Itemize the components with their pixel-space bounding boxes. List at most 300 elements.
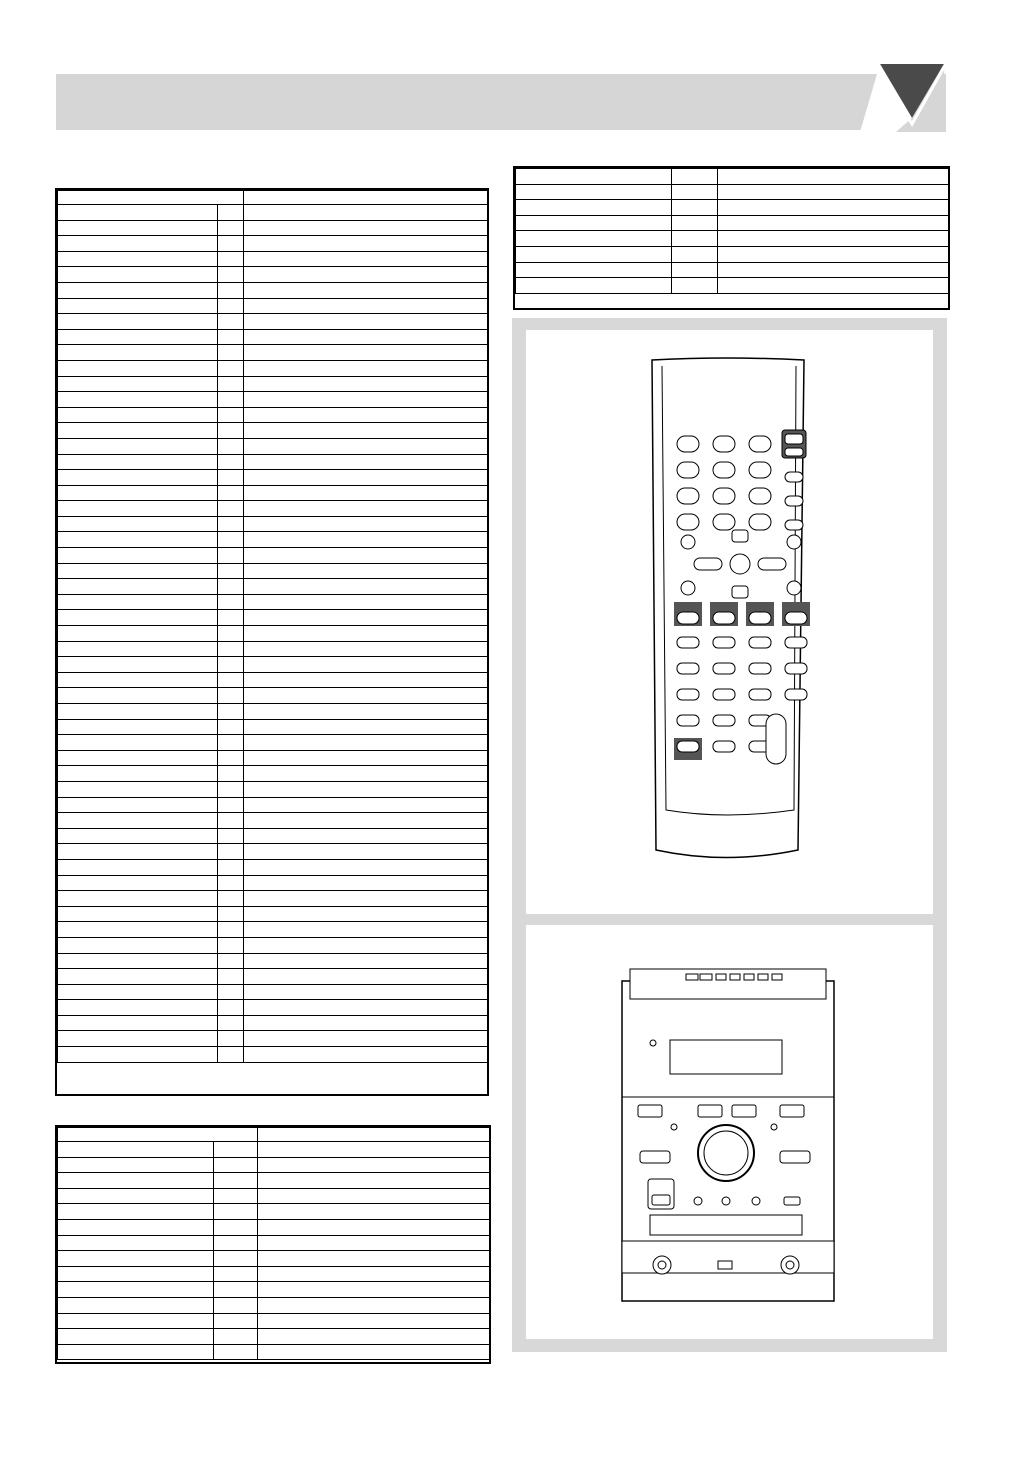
table-row — [516, 215, 949, 231]
table-row — [58, 969, 488, 985]
remote-button[interactable] — [749, 462, 771, 478]
table-row — [58, 1188, 490, 1204]
remote-button[interactable] — [785, 496, 803, 506]
table-row — [58, 1031, 488, 1047]
table-cell — [58, 719, 218, 735]
table-cell — [58, 969, 218, 985]
table-row — [58, 579, 488, 595]
table-row — [58, 516, 488, 532]
table-cell — [244, 813, 488, 829]
table-cell — [214, 1219, 258, 1235]
right-table — [513, 166, 950, 310]
table-cell — [258, 1142, 490, 1158]
table-cell — [258, 1219, 490, 1235]
table-header-cell — [244, 191, 488, 205]
table-cell — [218, 750, 244, 766]
remote-source-button[interactable] — [713, 612, 735, 624]
unit-illustration-panel — [526, 925, 933, 1339]
table-cell — [58, 1031, 218, 1047]
table-cell — [58, 329, 218, 345]
table-cell — [244, 360, 488, 376]
table-cell — [58, 1251, 214, 1267]
remote-button[interactable] — [677, 741, 699, 752]
table-row — [58, 392, 488, 408]
table-cell — [244, 1047, 488, 1063]
table-row — [58, 298, 488, 314]
table-cell — [58, 1235, 214, 1251]
remote-source-button[interactable] — [785, 612, 807, 624]
remote-button[interactable] — [713, 488, 735, 504]
table-cell — [58, 1015, 218, 1031]
table-row — [58, 984, 488, 1000]
table-cell — [58, 1344, 214, 1360]
table-cell — [218, 485, 244, 501]
table-cell — [58, 1188, 214, 1204]
table-cell — [258, 1313, 490, 1329]
table-row — [58, 485, 488, 501]
table-cell — [58, 579, 218, 595]
table-cell — [244, 704, 488, 720]
table-cell — [214, 1251, 258, 1267]
remote-button[interactable] — [677, 663, 699, 674]
table-row — [58, 1142, 490, 1158]
table-cell — [258, 1188, 490, 1204]
table-row — [58, 937, 488, 953]
remote-table — [55, 188, 489, 1096]
table-cell — [244, 797, 488, 813]
table-cell — [58, 1219, 214, 1235]
table-cell — [218, 969, 244, 985]
remote-button[interactable] — [785, 434, 803, 444]
table-cell — [244, 345, 488, 361]
remote-button[interactable] — [749, 689, 771, 700]
table-cell — [244, 984, 488, 1000]
table-row — [58, 267, 488, 283]
remote-button[interactable] — [785, 663, 807, 674]
table-cell — [244, 953, 488, 969]
remote-source-button[interactable] — [677, 612, 699, 624]
table-cell — [244, 282, 488, 298]
remote-button[interactable] — [681, 581, 695, 595]
table-row — [516, 246, 949, 262]
table-cell — [244, 626, 488, 642]
table-row — [516, 200, 949, 216]
remote-button[interactable] — [749, 663, 771, 674]
table-cell — [244, 922, 488, 938]
table-cell — [718, 215, 949, 231]
table-cell — [58, 1282, 214, 1298]
remote-button[interactable] — [749, 514, 771, 530]
table-cell — [718, 231, 949, 247]
table-cell — [244, 251, 488, 267]
table-cell — [218, 1047, 244, 1063]
table-cell — [244, 937, 488, 953]
table-row — [58, 376, 488, 392]
remote-button[interactable] — [749, 436, 771, 452]
table-cell — [672, 200, 718, 216]
table-cell — [244, 657, 488, 673]
table-row — [58, 922, 488, 938]
table-cell — [214, 1344, 258, 1360]
table-cell — [244, 688, 488, 704]
table-cell — [718, 278, 949, 294]
remote-button[interactable] — [713, 741, 735, 752]
remote-button[interactable] — [681, 535, 695, 549]
remote-source-button[interactable] — [749, 612, 771, 624]
remote-control-drawing — [526, 330, 933, 914]
table-cell — [58, 906, 218, 922]
cursor-down-icon[interactable] — [732, 586, 748, 598]
table-cell — [218, 594, 244, 610]
table-cell — [244, 423, 488, 439]
remote-button[interactable] — [787, 535, 801, 549]
table-cell — [58, 516, 218, 532]
remote-button[interactable] — [677, 488, 699, 504]
table-row — [58, 766, 488, 782]
table-cell — [218, 423, 244, 439]
remote-button[interactable] — [713, 637, 735, 648]
table-cell — [218, 329, 244, 345]
table-row — [58, 610, 488, 626]
table-cell — [58, 407, 218, 423]
table-cell — [58, 610, 218, 626]
table-cell — [244, 298, 488, 314]
table-cell — [218, 875, 244, 891]
table-cell — [244, 610, 488, 626]
table-cell — [218, 438, 244, 454]
remote-button[interactable] — [713, 663, 735, 674]
table-row — [58, 282, 488, 298]
table-row — [516, 169, 949, 185]
table-cell — [244, 376, 488, 392]
table-row — [58, 641, 488, 657]
table-row — [58, 875, 488, 891]
table-row — [58, 719, 488, 735]
table-cell — [244, 766, 488, 782]
table-cell — [244, 267, 488, 283]
remote-button[interactable] — [677, 436, 699, 452]
remote-button[interactable] — [749, 488, 771, 504]
table-cell — [58, 1297, 214, 1313]
table-cell — [218, 844, 244, 860]
table-row — [58, 1266, 490, 1282]
table-cell — [218, 282, 244, 298]
remote-button[interactable] — [713, 462, 735, 478]
table-row — [58, 781, 488, 797]
table-cell — [244, 485, 488, 501]
cursor-right-icon[interactable] — [758, 558, 786, 570]
table-cell — [718, 262, 949, 278]
remote-enter-button[interactable] — [730, 554, 750, 574]
table-cell — [58, 875, 218, 891]
remote-button[interactable] — [677, 637, 699, 648]
table-cell — [58, 532, 218, 548]
table-cell — [58, 251, 218, 267]
remote-button[interactable] — [677, 715, 699, 726]
table-row — [58, 470, 488, 486]
table-row — [58, 813, 488, 829]
table-cell — [258, 1251, 490, 1267]
cursor-left-icon[interactable] — [694, 558, 722, 570]
table-row — [58, 1204, 490, 1220]
table-cell — [218, 891, 244, 907]
table-cell — [58, 376, 218, 392]
table-row — [58, 1313, 490, 1329]
table-cell — [258, 1329, 490, 1345]
table-row — [58, 1047, 488, 1063]
table-cell — [218, 298, 244, 314]
table-cell — [58, 641, 218, 657]
table-row — [516, 184, 949, 200]
table-cell — [244, 906, 488, 922]
table-row — [58, 548, 488, 564]
table-cell — [58, 797, 218, 813]
table-row — [58, 438, 488, 454]
remote-illustration-panel — [526, 330, 933, 914]
table-row — [58, 953, 488, 969]
remote-button[interactable] — [713, 514, 735, 530]
table-cell — [214, 1173, 258, 1189]
table-cell — [58, 236, 218, 252]
table-cell — [218, 797, 244, 813]
remote-button[interactable] — [677, 689, 699, 700]
table-cell — [58, 298, 218, 314]
table-cell — [244, 781, 488, 797]
table-cell — [58, 423, 218, 439]
table-cell — [244, 891, 488, 907]
table-cell — [244, 719, 488, 735]
table-cell — [244, 501, 488, 517]
table-cell — [58, 626, 218, 642]
table-cell — [244, 672, 488, 688]
table-row — [58, 251, 488, 267]
table-cell — [516, 246, 672, 262]
table-row — [58, 735, 488, 751]
table-cell — [718, 200, 949, 216]
table-cell — [58, 781, 218, 797]
table-row — [58, 688, 488, 704]
table-cell — [58, 672, 218, 688]
table-row — [58, 454, 488, 470]
table-cell — [218, 984, 244, 1000]
table-cell — [218, 579, 244, 595]
table-cell — [218, 314, 244, 330]
table-cell — [218, 236, 244, 252]
remote-button[interactable] — [677, 462, 699, 478]
table-cell — [244, 563, 488, 579]
table-cell — [258, 1266, 490, 1282]
remote-button[interactable] — [785, 448, 803, 456]
table-row — [58, 236, 488, 252]
table-row — [58, 594, 488, 610]
table-row — [58, 1173, 490, 1189]
table-cell — [58, 1142, 214, 1158]
table-cell — [218, 953, 244, 969]
table-row — [58, 1344, 490, 1360]
remote-button[interactable] — [749, 637, 771, 648]
table-cell — [244, 1000, 488, 1016]
table-cell — [58, 360, 218, 376]
table-cell — [218, 766, 244, 782]
table-cell — [58, 454, 218, 470]
table-cell — [58, 1313, 214, 1329]
table-cell — [218, 610, 244, 626]
table-cell — [218, 516, 244, 532]
table-cell — [214, 1297, 258, 1313]
table-cell — [258, 1235, 490, 1251]
table-cell — [244, 735, 488, 751]
table-header-cell — [258, 1128, 490, 1142]
table-row — [58, 407, 488, 423]
table-cell — [218, 251, 244, 267]
table-cell — [218, 704, 244, 720]
remote-button[interactable] — [785, 472, 803, 482]
table-cell — [218, 735, 244, 751]
table-cell — [244, 579, 488, 595]
table-cell — [214, 1313, 258, 1329]
table-cell — [218, 813, 244, 829]
remote-button[interactable] — [713, 715, 735, 726]
table-cell — [58, 267, 218, 283]
table-row — [58, 1157, 490, 1173]
table-cell — [244, 969, 488, 985]
table-cell — [58, 345, 218, 361]
remote-button[interactable] — [713, 436, 735, 452]
table-cell — [244, 516, 488, 532]
unit-table — [55, 1125, 491, 1364]
table-cell — [58, 813, 218, 829]
table-cell — [244, 236, 488, 252]
table-cell — [58, 891, 218, 907]
table-row — [58, 828, 488, 844]
table-row — [58, 1297, 490, 1313]
table-row — [58, 423, 488, 439]
remote-button[interactable] — [785, 689, 807, 700]
table-cell — [58, 594, 218, 610]
table-row — [58, 750, 488, 766]
table-cell — [218, 626, 244, 642]
table-row — [58, 501, 488, 517]
table-cell — [58, 1157, 214, 1173]
table-cell — [258, 1204, 490, 1220]
table-row — [58, 345, 488, 361]
table-cell — [672, 278, 718, 294]
table-cell — [218, 220, 244, 236]
table-row — [58, 704, 488, 720]
table-cell — [218, 205, 244, 221]
table-header-cell — [58, 1128, 258, 1142]
table-cell — [718, 246, 949, 262]
table-cell — [718, 184, 949, 200]
table-cell — [218, 859, 244, 875]
table-cell — [244, 454, 488, 470]
table-cell — [244, 392, 488, 408]
table-cell — [58, 1204, 214, 1220]
table-cell — [214, 1157, 258, 1173]
table-cell — [244, 220, 488, 236]
table-cell — [214, 1282, 258, 1298]
remote-button[interactable] — [785, 520, 803, 530]
table-cell — [244, 438, 488, 454]
table-cell — [58, 922, 218, 938]
table-cell — [214, 1188, 258, 1204]
table-cell — [516, 278, 672, 294]
table-cell — [218, 392, 244, 408]
table-cell — [244, 875, 488, 891]
table-row — [58, 1329, 490, 1345]
table-cell — [58, 470, 218, 486]
table-cell — [58, 220, 218, 236]
table-cell — [218, 781, 244, 797]
table-row — [516, 262, 949, 278]
table-cell — [244, 205, 488, 221]
table-row — [58, 220, 488, 236]
main-unit-drawing — [526, 925, 933, 1339]
table-cell — [516, 200, 672, 216]
table-row — [516, 231, 949, 247]
remote-button[interactable] — [713, 689, 735, 700]
table-row — [58, 563, 488, 579]
table-cell — [218, 345, 244, 361]
table-cell — [218, 719, 244, 735]
table-cell — [244, 548, 488, 564]
table-cell — [58, 1047, 218, 1063]
remote-button[interactable] — [787, 581, 801, 595]
table-cell — [244, 750, 488, 766]
table-cell — [258, 1297, 490, 1313]
table-cell — [218, 937, 244, 953]
table-cell — [672, 215, 718, 231]
table-cell — [218, 454, 244, 470]
table-cell — [516, 262, 672, 278]
table-cell — [218, 906, 244, 922]
table-cell — [58, 563, 218, 579]
table-cell — [218, 376, 244, 392]
table-cell — [244, 828, 488, 844]
table-cell — [58, 704, 218, 720]
table-cell — [244, 641, 488, 657]
table-cell — [516, 169, 672, 185]
table-row — [58, 329, 488, 345]
page-corner-triangle-icon — [820, 60, 950, 132]
table-row — [58, 906, 488, 922]
table-cell — [214, 1235, 258, 1251]
cursor-up-icon[interactable] — [732, 530, 748, 542]
table-cell — [672, 169, 718, 185]
table-cell — [244, 407, 488, 423]
table-cell — [58, 859, 218, 875]
table-cell — [218, 688, 244, 704]
remote-button[interactable] — [677, 514, 699, 530]
table-cell — [58, 688, 218, 704]
table-cell — [58, 205, 218, 221]
illustration-frame — [512, 318, 947, 1352]
table-cell — [58, 844, 218, 860]
table-cell — [58, 766, 218, 782]
table-row — [58, 1000, 488, 1016]
table-cell — [244, 1015, 488, 1031]
table-row — [58, 1235, 490, 1251]
remote-button[interactable] — [785, 637, 807, 648]
table-cell — [218, 563, 244, 579]
table-cell — [58, 501, 218, 517]
table-cell — [516, 215, 672, 231]
table-cell — [218, 657, 244, 673]
table-cell — [218, 360, 244, 376]
table-cell — [218, 1000, 244, 1016]
table-row — [58, 360, 488, 376]
table-cell — [218, 828, 244, 844]
